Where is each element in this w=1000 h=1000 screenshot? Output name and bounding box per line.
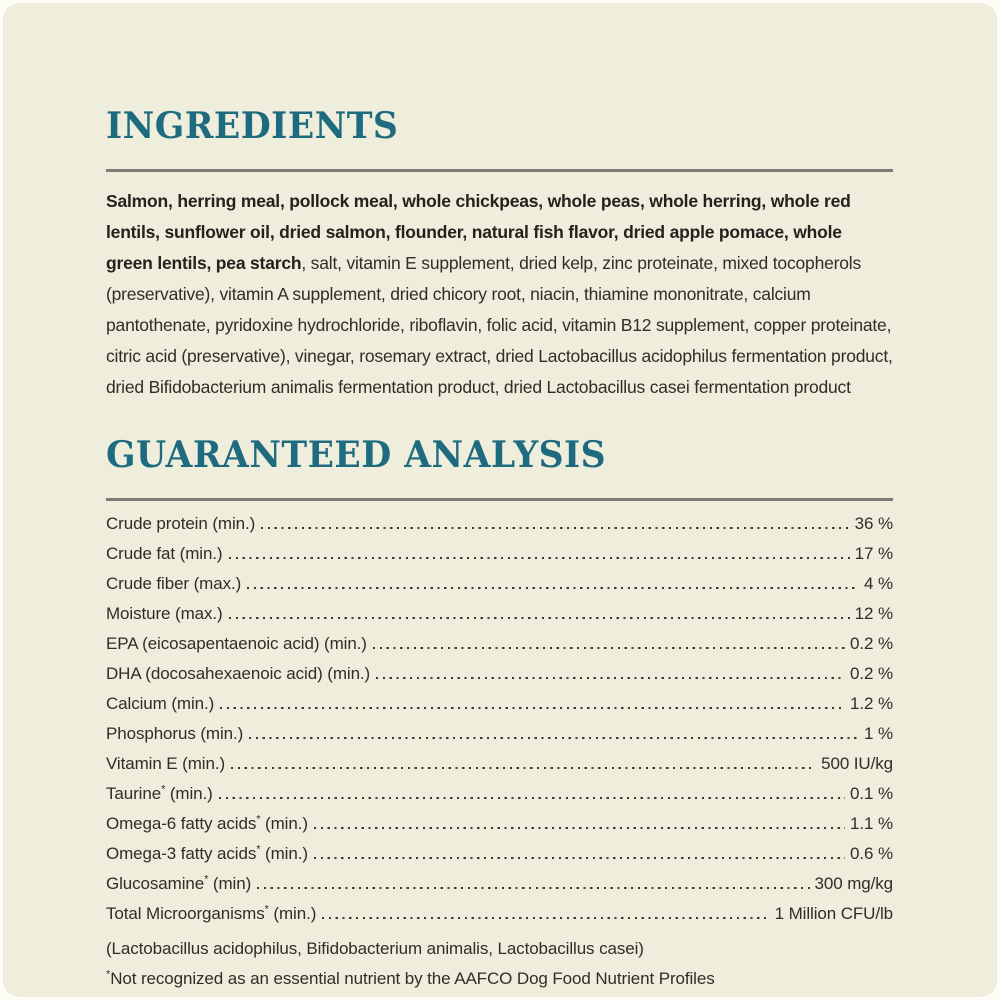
footnote-marker: * — [204, 873, 209, 886]
analysis-row-label: DHA (docosahexaenoic acid) (min.) — [106, 664, 371, 684]
dot-leader — [376, 677, 845, 679]
analysis-row — [106, 904, 893, 934]
section-divider — [106, 169, 893, 172]
analysis-row — [106, 634, 893, 664]
analysis-row — [106, 844, 893, 874]
analysis-row-label: Crude fat (min.) — [106, 544, 223, 564]
analysis-row-value: 36 % — [854, 514, 893, 534]
analysis-row-label: Phosphorus (min.) — [106, 724, 244, 744]
dot-leader — [373, 647, 845, 649]
guaranteed-analysis-title: GUARANTEED ANALYSIS — [106, 434, 607, 477]
analysis-row — [106, 694, 893, 724]
footnote-marker: * — [256, 843, 261, 856]
analysis-row-value: 1 Million CFU/lb — [774, 904, 893, 924]
dot-leader — [322, 917, 769, 919]
analysis-row-label: Crude protein (min.) — [106, 514, 256, 534]
analysis-row-value: 1.2 % — [850, 694, 893, 714]
dot-leader — [231, 767, 816, 769]
footnote-marker: * — [264, 903, 269, 916]
dot-leader — [229, 617, 850, 619]
analysis-row — [106, 514, 893, 544]
analysis-row-value: 1 % — [864, 724, 893, 744]
analysis-row — [106, 724, 893, 754]
footnote-marker: * — [106, 968, 111, 981]
analysis-row-value: 4 % — [864, 574, 893, 594]
analysis-row-label: Omega-6 fatty acids* (min.) — [106, 813, 308, 834]
dot-leader — [314, 827, 845, 829]
analysis-row-value: 17 % — [854, 544, 893, 564]
ingredients-main-list: Salmon, herring meal, pollock meal, whole chickpeas, whole peas, whole herring, whole red lentils, sunflower oil, dried salmon, flounder, natural fish flavor, dried apple pomace, whole green lentils, pea starch — [106, 191, 851, 274]
analysis-row-label: Glucosamine* (min) — [106, 873, 252, 894]
dot-leader — [314, 857, 845, 859]
label-content — [106, 83, 893, 994]
analysis-row-label: Omega-3 fatty acids* (min.) — [106, 843, 308, 864]
section-divider — [106, 498, 893, 501]
ingredients-section — [106, 107, 893, 403]
analysis-row-value: 0.1 % — [850, 784, 893, 804]
analysis-row-label: Total Microorganisms* (min.) — [106, 903, 317, 924]
ingredients-supplement-list: , salt, vitamin E supplement, dried kelp, zinc proteinate, mixed tocopherols (preservative), vitamin A supplement, dried chicory root, niacin, thiamine mononitrate, calcium pantothenate, pyridoxine hydrochloride, riboflavin, folic acid, vitamin B12 supplement, copper proteinate, citric acid (preservative), vinegar, rosemary extract, dried Lactobacillus acidophilus fermentation product, dried Bifidobacterium animalis fermentation product, dried Lactobacillus casei fermentation product — [106, 253, 893, 398]
dot-leader — [257, 887, 809, 889]
analysis-row — [106, 664, 893, 694]
dot-leader — [247, 587, 859, 589]
analysis-row-label: Crude fiber (max.) — [106, 574, 242, 594]
analysis-row-label: Taurine* (min.) — [106, 783, 213, 804]
analysis-row-value: 0.6 % — [850, 844, 893, 864]
dot-leader — [229, 557, 850, 559]
analysis-row-value: 1.1 % — [850, 814, 893, 834]
analysis-table — [106, 514, 893, 934]
analysis-row — [106, 754, 893, 784]
label-panel — [3, 3, 997, 997]
analysis-row — [106, 874, 893, 904]
disclaimer-text: Not recognized as an essential nutrient by the AAFCO Dog Food Nutrient Profiles — [110, 969, 715, 989]
analysis-row-label: EPA (eicosapentaenoic acid) (min.) — [106, 634, 367, 654]
dot-leader — [219, 797, 845, 799]
dot-leader — [220, 707, 845, 709]
analysis-row-label: Vitamin E (min.) — [106, 754, 226, 774]
footnote-marker: * — [256, 813, 261, 826]
ingredients-text — [106, 186, 893, 403]
analysis-row-value: 12 % — [854, 604, 893, 624]
analysis-row — [106, 784, 893, 814]
footnote-marker: * — [161, 783, 166, 796]
analysis-row — [106, 604, 893, 634]
microorganisms-footnote: (Lactobacillus acidophilus, Bifidobacterium animalis, Lactobacillus casei) — [106, 939, 644, 959]
analysis-row-value: 0.2 % — [850, 664, 893, 684]
analysis-row-label: Calcium (min.) — [106, 694, 215, 714]
analysis-row-value: 300 mg/kg — [814, 874, 893, 894]
analysis-row — [106, 814, 893, 844]
analysis-row — [106, 544, 893, 574]
analysis-row — [106, 574, 893, 604]
dot-leader — [261, 527, 849, 529]
guaranteed-analysis-section — [106, 436, 893, 994]
disclaimer-footnote — [106, 964, 893, 994]
dot-leader — [249, 737, 859, 739]
analysis-row-value: 0.2 % — [850, 634, 893, 654]
analysis-row-value: 500 IU/kg — [821, 754, 893, 774]
analysis-row-label: Moisture (max.) — [106, 604, 223, 624]
ingredients-title: INGREDIENTS — [106, 105, 399, 148]
